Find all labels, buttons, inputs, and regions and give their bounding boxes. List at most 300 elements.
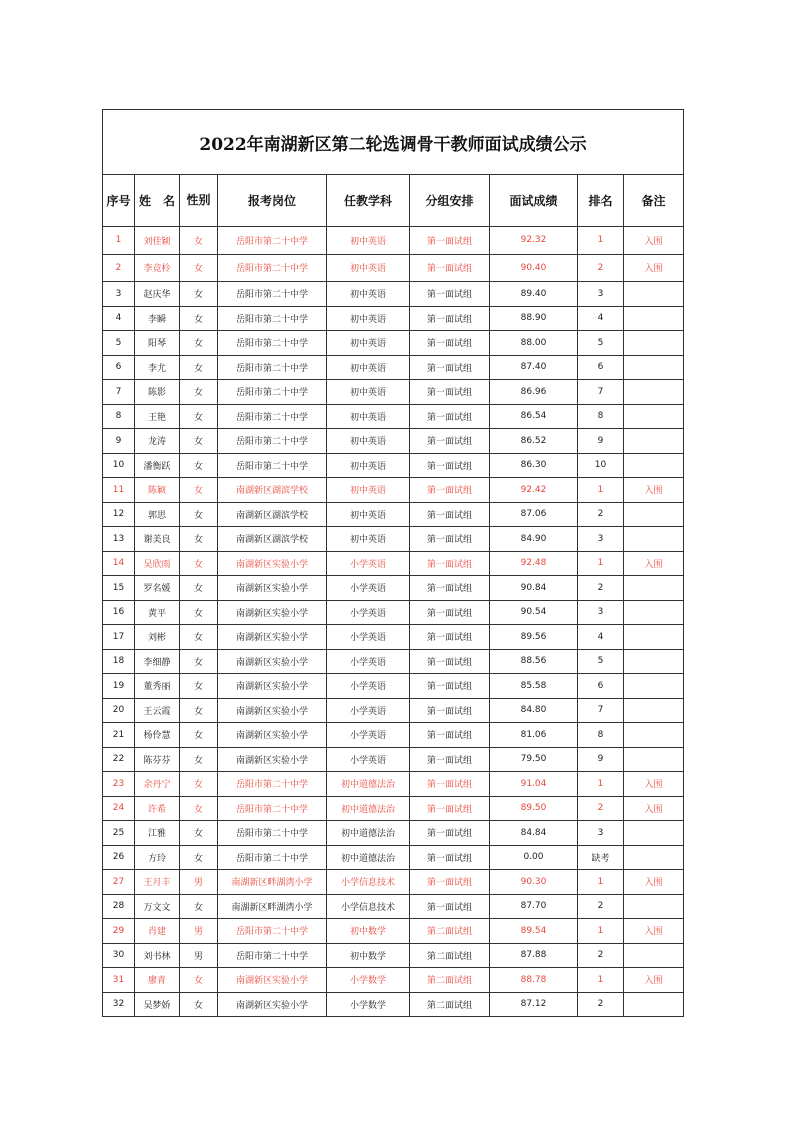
- cell-gender: 女: [180, 649, 218, 674]
- cell-rank: 1: [578, 919, 624, 944]
- cell-post: 南湖新区湖滨学校: [218, 478, 327, 503]
- cell-subject: 初中英语: [327, 331, 410, 356]
- cell-subject: 小学英语: [327, 674, 410, 699]
- cell-name: 潘衡跃: [135, 453, 180, 478]
- cell-seq: 28: [103, 894, 135, 919]
- cell-gender: 女: [180, 772, 218, 797]
- cell-rank: 2: [578, 254, 624, 282]
- cell-gender: 女: [180, 527, 218, 552]
- cell-post: 南湖新区实验小学: [218, 992, 327, 1017]
- cell-seq: 1: [103, 227, 135, 255]
- cell-note: [624, 600, 684, 625]
- cell-subject: 初中英语: [327, 478, 410, 503]
- cell-group: 第一面试组: [410, 527, 490, 552]
- header-note: 备注: [624, 175, 684, 227]
- cell-score: 88.56: [490, 649, 578, 674]
- cell-gender: 女: [180, 992, 218, 1017]
- cell-name: 王月丰: [135, 870, 180, 895]
- cell-score: 89.54: [490, 919, 578, 944]
- table-row: [103, 845, 684, 870]
- cell-name: 李细静: [135, 649, 180, 674]
- cell-gender: 女: [180, 625, 218, 650]
- cell-score: 90.84: [490, 576, 578, 601]
- cell-seq: 19: [103, 674, 135, 699]
- table-row: [103, 796, 684, 821]
- table-row: [103, 600, 684, 625]
- cell-gender: 男: [180, 919, 218, 944]
- cell-name: 陈芬芬: [135, 747, 180, 772]
- cell-name: 李尤: [135, 355, 180, 380]
- cell-group: 第一面试组: [410, 306, 490, 331]
- cell-post: 岳阳市第二十中学: [218, 845, 327, 870]
- cell-group: 第一面试组: [410, 625, 490, 650]
- cell-note: 入围: [624, 254, 684, 282]
- cell-group: 第二面试组: [410, 968, 490, 993]
- table-row: [103, 527, 684, 552]
- cell-note: 入围: [624, 968, 684, 993]
- cell-seq: 18: [103, 649, 135, 674]
- cell-post: 岳阳市第二十中学: [218, 919, 327, 944]
- cell-group: 第一面试组: [410, 551, 490, 576]
- cell-note: [624, 576, 684, 601]
- cell-subject: 小学信息技术: [327, 870, 410, 895]
- cell-seq: 5: [103, 331, 135, 356]
- cell-note: [624, 282, 684, 307]
- cell-post: 南湖新区实验小学: [218, 698, 327, 723]
- cell-name: 陈颖: [135, 478, 180, 503]
- cell-rank: 5: [578, 331, 624, 356]
- cell-group: 第一面试组: [410, 649, 490, 674]
- cell-group: 第二面试组: [410, 992, 490, 1017]
- cell-rank: 3: [578, 821, 624, 846]
- results-sheet: [102, 109, 683, 1017]
- cell-group: 第一面试组: [410, 600, 490, 625]
- cell-subject: 初中英语: [327, 227, 410, 255]
- table-row: [103, 331, 684, 356]
- cell-score: 79.50: [490, 747, 578, 772]
- cell-seq: 22: [103, 747, 135, 772]
- table-row: [103, 254, 684, 282]
- cell-note: [624, 894, 684, 919]
- cell-post: 南湖新区实验小学: [218, 968, 327, 993]
- cell-rank: 2: [578, 943, 624, 968]
- cell-name: 肖建: [135, 919, 180, 944]
- cell-gender: 女: [180, 282, 218, 307]
- cell-score: 87.70: [490, 894, 578, 919]
- cell-subject: 初中英语: [327, 527, 410, 552]
- cell-gender: 女: [180, 429, 218, 454]
- cell-rank: 2: [578, 502, 624, 527]
- cell-score: 90.54: [490, 600, 578, 625]
- cell-score: 87.06: [490, 502, 578, 527]
- cell-seq: 10: [103, 453, 135, 478]
- results-table: [102, 109, 684, 1017]
- cell-subject: 小学英语: [327, 649, 410, 674]
- cell-seq: 6: [103, 355, 135, 380]
- cell-score: 88.78: [490, 968, 578, 993]
- table-row: [103, 968, 684, 993]
- cell-post: 岳阳市第二十中学: [218, 227, 327, 255]
- cell-note: [624, 453, 684, 478]
- cell-score: 91.04: [490, 772, 578, 797]
- cell-group: 第二面试组: [410, 943, 490, 968]
- cell-rank: 9: [578, 429, 624, 454]
- table-row: [103, 282, 684, 307]
- cell-gender: 男: [180, 943, 218, 968]
- table-row: [103, 576, 684, 601]
- cell-score: 90.30: [490, 870, 578, 895]
- cell-rank: 2: [578, 796, 624, 821]
- cell-subject: 初中数学: [327, 943, 410, 968]
- cell-group: 第一面试组: [410, 227, 490, 255]
- cell-post: 岳阳市第二十中学: [218, 943, 327, 968]
- cell-gender: 女: [180, 968, 218, 993]
- cell-rank: 1: [578, 227, 624, 255]
- cell-group: 第一面试组: [410, 331, 490, 356]
- cell-group: 第一面试组: [410, 821, 490, 846]
- cell-name: 董秀丽: [135, 674, 180, 699]
- cell-score: 86.54: [490, 404, 578, 429]
- header-name: 姓 名: [135, 175, 180, 227]
- header-post: 报考岗位: [218, 175, 327, 227]
- cell-post: 南湖新区实验小学: [218, 747, 327, 772]
- header-row: [103, 175, 684, 227]
- cell-group: 第一面试组: [410, 747, 490, 772]
- cell-subject: 初中道德法治: [327, 821, 410, 846]
- cell-score: 81.06: [490, 723, 578, 748]
- cell-gender: 女: [180, 306, 218, 331]
- cell-gender: 女: [180, 674, 218, 699]
- cell-note: 入围: [624, 870, 684, 895]
- cell-rank: 1: [578, 968, 624, 993]
- cell-score: 0.00: [490, 845, 578, 870]
- cell-subject: 小学英语: [327, 600, 410, 625]
- cell-group: 第一面试组: [410, 796, 490, 821]
- table-row: [103, 355, 684, 380]
- cell-note: [624, 992, 684, 1017]
- cell-note: [624, 943, 684, 968]
- cell-score: 88.00: [490, 331, 578, 356]
- cell-rank: 5: [578, 649, 624, 674]
- cell-score: 92.42: [490, 478, 578, 503]
- table-row: [103, 306, 684, 331]
- cell-score: 90.40: [490, 254, 578, 282]
- table-row: [103, 894, 684, 919]
- cell-group: 第一面试组: [410, 845, 490, 870]
- cell-note: [624, 429, 684, 454]
- cell-note: [624, 625, 684, 650]
- header-group: 分组安排: [410, 175, 490, 227]
- cell-name: 吴梦娇: [135, 992, 180, 1017]
- cell-subject: 小学英语: [327, 625, 410, 650]
- cell-subject: 小学英语: [327, 551, 410, 576]
- cell-gender: 女: [180, 845, 218, 870]
- cell-subject: 小学英语: [327, 723, 410, 748]
- cell-rank: 8: [578, 404, 624, 429]
- cell-name: 江雅: [135, 821, 180, 846]
- cell-post: 岳阳市第二十中学: [218, 453, 327, 478]
- cell-seq: 24: [103, 796, 135, 821]
- cell-note: [624, 331, 684, 356]
- cell-note: [624, 649, 684, 674]
- cell-subject: 初中英语: [327, 453, 410, 478]
- cell-note: [624, 404, 684, 429]
- cell-gender: 女: [180, 453, 218, 478]
- cell-score: 92.48: [490, 551, 578, 576]
- cell-rank: 6: [578, 355, 624, 380]
- cell-subject: 初中英语: [327, 404, 410, 429]
- cell-post: 南湖新区畔湖湾小学: [218, 870, 327, 895]
- cell-note: [624, 674, 684, 699]
- cell-name: 刘佳颖: [135, 227, 180, 255]
- cell-post: 岳阳市第二十中学: [218, 429, 327, 454]
- table-row: [103, 453, 684, 478]
- header-subject: 任教学科: [327, 175, 410, 227]
- cell-post: 岳阳市第二十中学: [218, 254, 327, 282]
- cell-rank: 2: [578, 894, 624, 919]
- cell-subject: 小学信息技术: [327, 894, 410, 919]
- page-title: 2022年南湖新区第二轮选调骨干教师面试成绩公示: [103, 110, 684, 175]
- cell-name: 罗名媛: [135, 576, 180, 601]
- cell-note: 入围: [624, 551, 684, 576]
- cell-seq: 11: [103, 478, 135, 503]
- cell-post: 岳阳市第二十中学: [218, 331, 327, 356]
- cell-post: 南湖新区实验小学: [218, 649, 327, 674]
- table-row: [103, 227, 684, 255]
- cell-seq: 4: [103, 306, 135, 331]
- table-row: [103, 747, 684, 772]
- cell-rank: 缺考: [578, 845, 624, 870]
- cell-seq: 14: [103, 551, 135, 576]
- cell-score: 84.80: [490, 698, 578, 723]
- cell-score: 89.40: [490, 282, 578, 307]
- cell-note: 入围: [624, 478, 684, 503]
- cell-note: [624, 698, 684, 723]
- table-row: [103, 502, 684, 527]
- cell-group: 第一面试组: [410, 404, 490, 429]
- cell-rank: 7: [578, 698, 624, 723]
- table-row: [103, 625, 684, 650]
- cell-rank: 7: [578, 380, 624, 405]
- cell-subject: 初中英语: [327, 380, 410, 405]
- cell-subject: 小学英语: [327, 576, 410, 601]
- cell-post: 南湖新区湖滨学校: [218, 527, 327, 552]
- table-body: [103, 227, 684, 1017]
- cell-seq: 13: [103, 527, 135, 552]
- cell-post: 岳阳市第二十中学: [218, 306, 327, 331]
- cell-subject: 小学英语: [327, 747, 410, 772]
- cell-subject: 初中英语: [327, 306, 410, 331]
- cell-name: 刘彬: [135, 625, 180, 650]
- cell-seq: 32: [103, 992, 135, 1017]
- cell-note: [624, 380, 684, 405]
- cell-name: 陈影: [135, 380, 180, 405]
- cell-seq: 23: [103, 772, 135, 797]
- cell-score: 86.96: [490, 380, 578, 405]
- header-gender: 性别: [180, 175, 218, 227]
- table-row: [103, 649, 684, 674]
- cell-subject: 初中英语: [327, 254, 410, 282]
- cell-post: 岳阳市第二十中学: [218, 355, 327, 380]
- cell-score: 85.58: [490, 674, 578, 699]
- cell-name: 王艳: [135, 404, 180, 429]
- cell-seq: 7: [103, 380, 135, 405]
- cell-note: 入围: [624, 796, 684, 821]
- cell-note: [624, 502, 684, 527]
- cell-note: 入围: [624, 919, 684, 944]
- cell-rank: 4: [578, 306, 624, 331]
- cell-name: 王云霞: [135, 698, 180, 723]
- cell-name: 黄平: [135, 600, 180, 625]
- cell-score: 89.50: [490, 796, 578, 821]
- cell-score: 87.40: [490, 355, 578, 380]
- cell-group: 第一面试组: [410, 502, 490, 527]
- cell-name: 赵庆华: [135, 282, 180, 307]
- cell-seq: 20: [103, 698, 135, 723]
- cell-score: 86.52: [490, 429, 578, 454]
- cell-rank: 1: [578, 478, 624, 503]
- cell-note: [624, 306, 684, 331]
- cell-group: 第一面试组: [410, 772, 490, 797]
- cell-name: 万文文: [135, 894, 180, 919]
- cell-seq: 21: [103, 723, 135, 748]
- cell-gender: 女: [180, 747, 218, 772]
- cell-gender: 女: [180, 355, 218, 380]
- cell-gender: 女: [180, 600, 218, 625]
- cell-note: [624, 355, 684, 380]
- title-row: [103, 110, 684, 175]
- cell-gender: 男: [180, 870, 218, 895]
- cell-subject: 初中道德法治: [327, 845, 410, 870]
- cell-group: 第一面试组: [410, 478, 490, 503]
- cell-gender: 女: [180, 331, 218, 356]
- cell-post: 南湖新区实验小学: [218, 576, 327, 601]
- table-row: [103, 992, 684, 1017]
- table-row: [103, 821, 684, 846]
- header-rank: 排名: [578, 175, 624, 227]
- cell-rank: 6: [578, 674, 624, 699]
- cell-group: 第一面试组: [410, 282, 490, 307]
- cell-rank: 2: [578, 992, 624, 1017]
- cell-post: 岳阳市第二十中学: [218, 380, 327, 405]
- cell-name: 刘书林: [135, 943, 180, 968]
- cell-subject: 初中道德法治: [327, 796, 410, 821]
- cell-score: 84.90: [490, 527, 578, 552]
- cell-rank: 10: [578, 453, 624, 478]
- cell-seq: 31: [103, 968, 135, 993]
- table-row: [103, 723, 684, 748]
- cell-group: 第一面试组: [410, 429, 490, 454]
- cell-group: 第一面试组: [410, 674, 490, 699]
- cell-group: 第一面试组: [410, 254, 490, 282]
- table-row: [103, 551, 684, 576]
- cell-post: 岳阳市第二十中学: [218, 821, 327, 846]
- cell-note: [624, 845, 684, 870]
- cell-group: 第一面试组: [410, 723, 490, 748]
- cell-gender: 女: [180, 723, 218, 748]
- cell-gender: 女: [180, 478, 218, 503]
- cell-gender: 女: [180, 404, 218, 429]
- cell-score: 87.12: [490, 992, 578, 1017]
- cell-score: 92.32: [490, 227, 578, 255]
- cell-name: 许希: [135, 796, 180, 821]
- cell-gender: 女: [180, 254, 218, 282]
- cell-rank: 8: [578, 723, 624, 748]
- cell-post: 岳阳市第二十中学: [218, 282, 327, 307]
- cell-post: 南湖新区湖滨学校: [218, 502, 327, 527]
- cell-subject: 初中英语: [327, 502, 410, 527]
- table-row: [103, 429, 684, 454]
- cell-group: 第一面试组: [410, 355, 490, 380]
- cell-post: 岳阳市第二十中学: [218, 772, 327, 797]
- cell-name: 吴欣雨: [135, 551, 180, 576]
- cell-gender: 女: [180, 821, 218, 846]
- cell-subject: 小学数学: [327, 992, 410, 1017]
- cell-gender: 女: [180, 227, 218, 255]
- table-row: [103, 870, 684, 895]
- cell-seq: 2: [103, 254, 135, 282]
- cell-rank: 4: [578, 625, 624, 650]
- cell-group: 第一面试组: [410, 380, 490, 405]
- cell-rank: 3: [578, 527, 624, 552]
- cell-note: [624, 723, 684, 748]
- cell-group: 第一面试组: [410, 870, 490, 895]
- cell-seq: 8: [103, 404, 135, 429]
- cell-post: 南湖新区实验小学: [218, 625, 327, 650]
- cell-name: 龙涛: [135, 429, 180, 454]
- table-row: [103, 404, 684, 429]
- cell-name: 谢美良: [135, 527, 180, 552]
- cell-name: 方玲: [135, 845, 180, 870]
- cell-score: 88.90: [490, 306, 578, 331]
- cell-score: 87.88: [490, 943, 578, 968]
- cell-subject: 小学英语: [327, 698, 410, 723]
- cell-subject: 初中英语: [327, 282, 410, 307]
- cell-rank: 2: [578, 576, 624, 601]
- cell-gender: 女: [180, 502, 218, 527]
- table-row: [103, 772, 684, 797]
- table-row: [103, 380, 684, 405]
- cell-seq: 16: [103, 600, 135, 625]
- cell-name: 郭思: [135, 502, 180, 527]
- cell-seq: 27: [103, 870, 135, 895]
- cell-seq: 12: [103, 502, 135, 527]
- cell-subject: 初中数学: [327, 919, 410, 944]
- cell-post: 南湖新区实验小学: [218, 723, 327, 748]
- table-row: [103, 478, 684, 503]
- cell-seq: 15: [103, 576, 135, 601]
- cell-group: 第一面试组: [410, 576, 490, 601]
- header-seq: 序号: [103, 175, 135, 227]
- table-row: [103, 943, 684, 968]
- cell-note: [624, 747, 684, 772]
- cell-gender: 女: [180, 551, 218, 576]
- cell-rank: 3: [578, 600, 624, 625]
- cell-name: 阳琴: [135, 331, 180, 356]
- cell-seq: 30: [103, 943, 135, 968]
- cell-gender: 女: [180, 698, 218, 723]
- header-score: 面试成绩: [490, 175, 578, 227]
- cell-subject: 初中英语: [327, 429, 410, 454]
- cell-rank: 3: [578, 282, 624, 307]
- cell-score: 89.56: [490, 625, 578, 650]
- cell-score: 86.30: [490, 453, 578, 478]
- cell-post: 南湖新区实验小学: [218, 674, 327, 699]
- cell-post: 南湖新区实验小学: [218, 600, 327, 625]
- cell-seq: 9: [103, 429, 135, 454]
- table-row: [103, 698, 684, 723]
- cell-post: 岳阳市第二十中学: [218, 404, 327, 429]
